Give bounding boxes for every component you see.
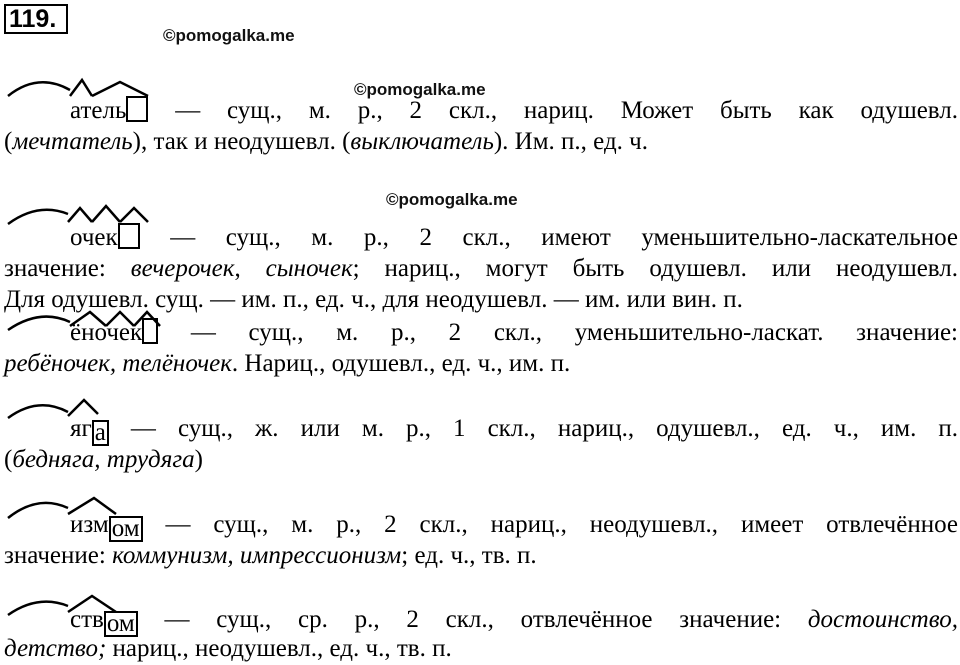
text: значение:	[4, 255, 131, 282]
text: значение:	[4, 542, 113, 569]
example-word: детство;	[4, 635, 107, 662]
entry-1-text: — сущ., м. р., 2 скл., нариц. Может быть как одушевл.	[175, 97, 959, 124]
root-arc	[8, 210, 68, 224]
suffix-text: изм	[70, 511, 109, 538]
text: ), так и неодушевл. (	[132, 128, 351, 155]
suffix-izm	[70, 511, 143, 542]
entry-2-line-2	[4, 254, 958, 284]
entry-6-text: — сущ., ср. р., 2 скл., отвлечённое значение:	[164, 606, 808, 633]
root-arc	[8, 82, 70, 96]
example-word: коммунизм, импрессионизм	[112, 542, 402, 569]
suffix-text: яг	[70, 415, 92, 442]
text: ). Им. п., ед. ч.	[493, 128, 648, 155]
watermark: ©pomogalka.me	[163, 26, 295, 45]
entry-1-line-1	[70, 96, 958, 126]
example-word: выключатель	[350, 128, 494, 155]
ending-box: а	[92, 420, 109, 446]
exercise-number: 119.	[4, 4, 68, 34]
suffix-yag	[70, 415, 109, 446]
example-word: достоинство,	[807, 606, 959, 633]
entry-5-line-2	[4, 541, 958, 571]
entry-3-text: — сущ., м. р., 2 скл., уменьшительно-ласкат. значение:	[190, 319, 959, 346]
suffix-yonochek: ёночек	[70, 319, 143, 346]
root-arc	[8, 317, 70, 330]
suffix-text: ств	[70, 606, 104, 633]
entry-6-line-1	[70, 605, 958, 637]
text: (	[4, 446, 13, 473]
text: ,	[234, 255, 266, 282]
example-word: мечтатель	[12, 128, 133, 155]
example-word: вечерочек	[130, 255, 235, 282]
ending-box: ом	[109, 516, 143, 542]
text: ; нариц., могут быть одушевл. или неодушевл.	[352, 255, 958, 282]
text: Для одушевл. сущ. — им. п., ед. ч., для неодушевл. — им. или вин. п.	[4, 286, 743, 313]
suffix-caret	[70, 80, 92, 96]
entry-6-line-2	[4, 634, 958, 664]
suffix-atel: атель	[70, 97, 127, 124]
entry-1-line-2	[4, 127, 958, 157]
suffix-caret	[92, 82, 148, 96]
root-arc	[8, 405, 68, 418]
entry-3-line-1	[70, 318, 958, 348]
suffix-caret	[120, 208, 148, 222]
example-word: бедняга, трудяга	[12, 446, 195, 473]
entry-3-line-2	[4, 349, 958, 379]
watermark: ©pomogalka.me	[354, 80, 486, 99]
entry-2-line-1	[70, 223, 958, 253]
root-arc	[8, 503, 68, 518]
zero-ending-box	[118, 223, 140, 249]
entry-2-text: — сущ., м. р., 2 скл., имеют уменьшительно-ласкательное	[170, 224, 959, 251]
suffix-caret	[68, 208, 92, 222]
ending-box: ом	[104, 611, 138, 637]
suffix-ochek: очек	[70, 224, 118, 251]
zero-ending-box	[126, 96, 148, 122]
text: нариц., неодушевл., ед. ч., тв. п.	[106, 635, 452, 662]
entry-5-text: — сущ., м. р., 2 скл., нариц., неодушевл., имеет отвлечённое	[165, 511, 959, 538]
watermark: ©pomogalka.me	[386, 190, 518, 209]
entry-5-line-1	[70, 510, 958, 542]
entry-4-line-2	[4, 445, 958, 475]
example-word: ребёночек, телёночек	[4, 350, 232, 377]
entry-4-text: — сущ., ж. или м. р., 1 скл., нариц., одушевл., ед. ч., им. п.	[130, 415, 958, 442]
text: )	[194, 446, 203, 473]
text: ; ед. ч., тв. п.	[401, 542, 537, 569]
text: (	[4, 128, 13, 155]
entry-4-line-1	[70, 414, 958, 446]
example-word: сыночек	[265, 255, 353, 282]
suffix-caret	[92, 206, 120, 222]
text: . Нариц., одушевл., ед. ч., им. п.	[231, 350, 571, 377]
suffix-stv	[70, 606, 138, 637]
entry-2-line-3	[4, 285, 958, 315]
zero-ending-box	[142, 318, 158, 344]
root-arc	[8, 602, 68, 615]
